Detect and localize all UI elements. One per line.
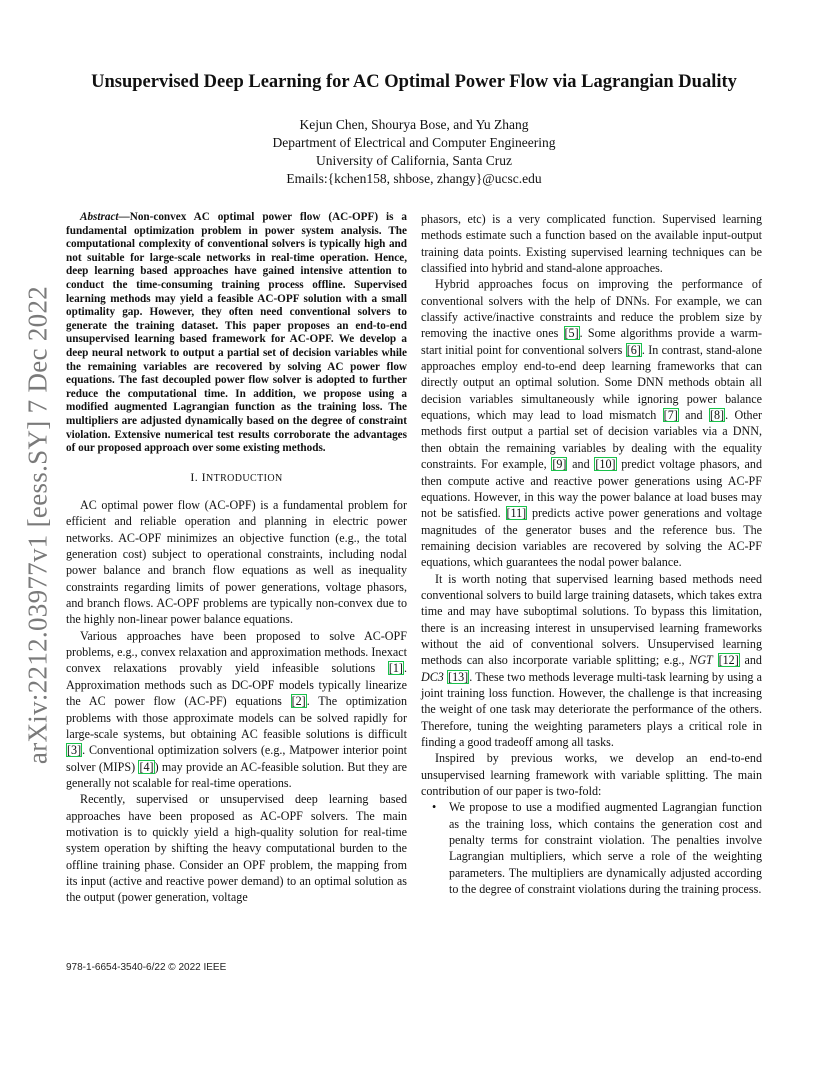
author-emails: Emails:{kchen158, shbose, zhangy}@ucsc.edu <box>286 171 542 186</box>
author-university: University of California, Santa Cruz <box>315 153 513 168</box>
arxiv-side-identifier <box>18 280 58 770</box>
citation-link[interactable]: [4] <box>139 759 154 774</box>
citation-link[interactable]: [5] <box>564 326 579 341</box>
citation-link[interactable]: [2] <box>291 694 306 709</box>
citation-link[interactable]: [13] <box>448 669 469 684</box>
right-paragraph-4: Inspired by previous works, we develop an end-to-end unsupervised learning framework with variable splitting. The main contribution of our paper is two-fold: <box>421 751 762 799</box>
abstract-dash: — <box>118 211 130 223</box>
citation-link[interactable]: [3] <box>67 743 82 758</box>
right-column <box>421 211 762 897</box>
author-block <box>66 116 762 188</box>
citation-link[interactable]: [6] <box>626 342 641 357</box>
citation-link[interactable]: [10] <box>595 457 616 472</box>
bullet-marker: • <box>432 800 437 815</box>
bullet-text: We propose to use a modified augmented Lagrangian function as the training loss, which contains the generation cost and penalty terms for constraint violation. The penalties involve Lagrangian multipliers, which serve a role of the weighting parameters. The multipliers are dynamically adjusted according to the degree of constraint violations during the training process. <box>449 800 762 897</box>
section-numeral: I. <box>190 469 202 484</box>
left-column <box>66 211 407 906</box>
abstract-text: Non-convex AC optimal power flow (AC-OPF) is a fundamental optimization problem in power system analysis. The computational complexity of conventional solvers is typically high and not suitable for large-scale networks in real-time operation. Hence, deep learning based approaches have gained intensive attention to conduct the time-consuming training process offline. Supervised learning methods may yield a feasible AC-OPF solution with a small optimality gap. However, they often need conventional solvers to generate the training dataset. This paper proposes an end-to-end unsupervised learning based framework for AC-OPF. We develop a deep neural network to output a partial set of decision variables while the remaining variables are recovered by solving AC power flow equations. The fast decoupled power flow solver is adopted to further reduce the computational time. In addition, we propose using a modified augmented Lagrangian function as the training loss. The multipliers are adjusted dynamically based on the degree of constraint violation. Extensive numerical test results corroborate the advantages of our proposed approach over some existing methods. <box>66 211 407 455</box>
author-names: Kejun Chen, Shourya Bose, and Yu Zhang <box>299 117 529 132</box>
intro-paragraph-2: Various approaches have been proposed to solve AC-OPF problems, e.g., convex relaxation and approximation methods. Inexact convex relaxations provably yield infeasible solutions [1]. Approximation methods such as DC-OPF models typically linearize the AC power flow (AC-PF) equations [2]. The optimization problems with those approximate models can be solved rapidly for large-scale systems, but obtaining AC feasible solutions is difficult [3]. Conventional optimization solvers (e.g., Matpower interior point solver (MIPS) [4]) may provide an AC-feasible solution. But they are generally not scalable for real-time operations. <box>66 628 408 790</box>
right-paragraph-2: Hybrid approaches focus on improving the performance of conventional solvers with the help of DNNs. For example, we can classify active/inactive constraints and reduce the problem size by removing the inactive ones [5]. Some algorithms provide a warm-start initial point for conventional solvers [6]. In contrast, stand-alone approaches employ end-to-end deep learning frameworks that can directly output an optimal solution. Some DNN methods obtain all decision variables simultaneously while ignoring power balance equations, which may lead to load mismatch [7] and [8]. Other methods first output a partial set of decision variables via a DNN, then obtain the remaining variables by dealing with the equality constraints. For example, [9] and [10] predict voltage phasors, and then compute active and reactive power generations using AC-PF equations. However, in this way the power balance at load buses may not be satisfied. [11] predicts active power generations and voltage magnitudes of the generator buses and the reference bus. The remaining decision variables are recovered by solving the AC-PF equations, which guarantees the nodal power balance. <box>421 277 763 570</box>
author-department: Department of Electrical and Computer Engineering <box>272 135 556 150</box>
intro-paragraph-3: Recently, supervised or unsupervised deep learning based approaches have been proposed as AC-OPF solvers. The main motivation is to quickly yield a high-quality solution for real-time system operation by shifting the heavy computational burden to the offline training phase. Consider an OPF problem, the mapping from its input (active and reactive power demand) to an optimal solution as the output (power generation, voltage <box>66 792 407 905</box>
right-paragraph-3: It is worth noting that supervised learning based methods need conventional solvers to build large training datasets, which takes extra time and may have suboptimal solutions. To bypass this limitation, there is an increasing interest in unsupervised learning frameworks without the aid of conventional solvers. Unsupervised learning methods can also incorporate variable splitting; e.g., NGT [12] and DC3 [13]. These two methods leverage multi-task learning by using a joint training loss function. However, the challenge is that increasing the weight of one task may deteriorate the performance of the others. Therefore, tuning the weighting parameters plays a critical role in finding a good tradeoff among all tasks. <box>421 571 762 749</box>
method-name-dc3: DC3 <box>421 669 444 684</box>
copyright-footer: 978-1-6654-3540-6/22 © 2022 IEEE <box>66 962 227 973</box>
citation-link[interactable]: [8] <box>709 408 725 423</box>
abstract <box>66 211 407 456</box>
method-name-ngt: NGT <box>689 653 713 668</box>
section-title-rest: NTRODUCTION <box>205 472 283 484</box>
intro-paragraph-1: AC optimal power flow (AC-OPF) is a fundamental problem for efficient and reliable operation and planning in electric power networks. AC-OPF minimizes an objective function (e.g., the total generation cost) subject to operational constraints, including nodal power balance and branch flow equations as well as inequality constraints regarding limits of power generations, voltage phasors, and branch flows. AC-OPF problems are typically non-convex due to the highly non-linear power balance equations. <box>66 498 407 627</box>
abstract-label: Abstract <box>80 211 119 223</box>
citation-link[interactable]: [9] <box>552 457 567 472</box>
citation-link[interactable]: [12] <box>718 653 739 668</box>
citation-link[interactable]: [1] <box>388 661 403 676</box>
citation-link[interactable]: [7] <box>663 408 678 423</box>
citation-link[interactable]: [11] <box>506 506 527 521</box>
paper-title: Unsupervised Deep Learning for AC Optimal Power Flow via Lagrangian Duality <box>91 72 737 92</box>
arxiv-identifier-text: arXiv:2212.03977v1 [eess.SY] 7 Dec 2022 <box>22 285 53 765</box>
section-heading-introduction <box>66 469 407 487</box>
contribution-bullet-1 <box>421 799 762 897</box>
right-paragraph-1: phasors, etc) is a very complicated function. Supervised learning methods estimate such a function based on the available input-output training data points. Existing supervised learning techniques can be classified into hybrid and stand-alone approaches. <box>421 212 762 276</box>
section-first-letter: I <box>201 469 206 484</box>
